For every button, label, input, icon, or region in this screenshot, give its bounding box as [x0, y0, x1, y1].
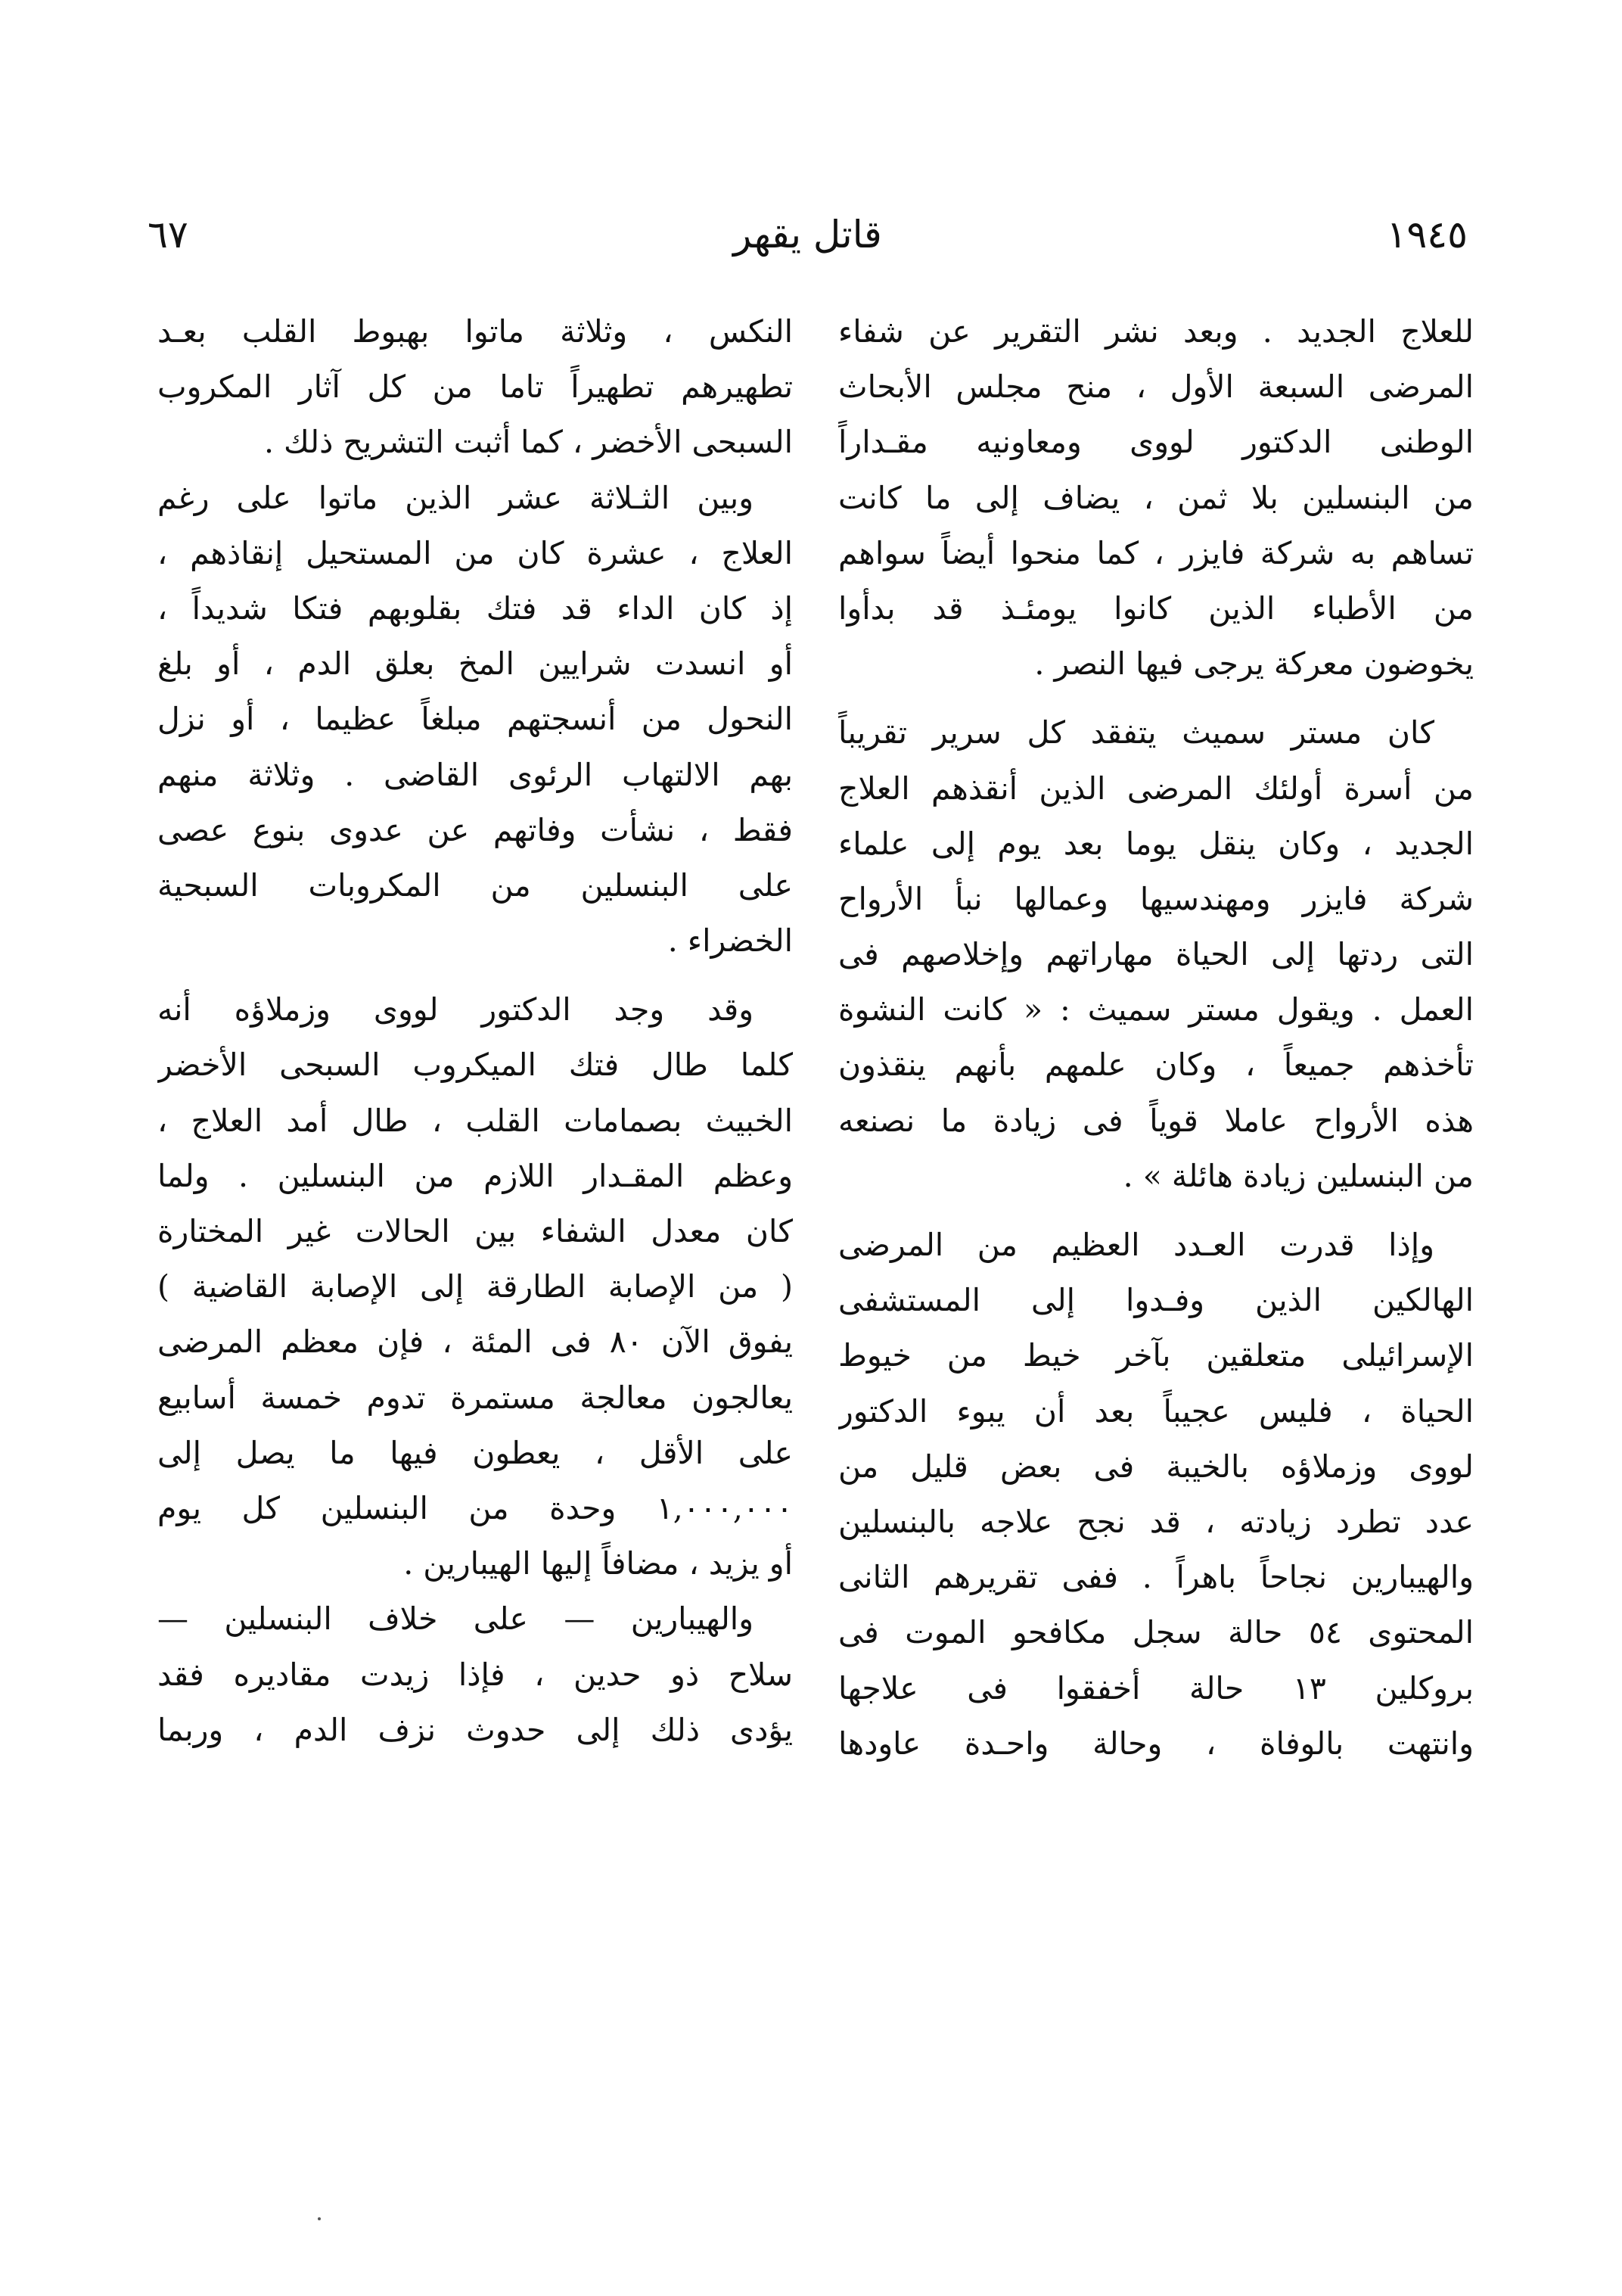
text-line: الجديد ، وكان ينقل يوما بعد يوم إلى علماء: [838, 825, 1474, 862]
paragraph-gap: [157, 969, 793, 982]
text-line: من البنسلين زيادة هائلة » .: [1123, 1157, 1474, 1194]
text-line: تساهم به شركة فايزر ، كما منحوا أيضاً سواهم: [838, 534, 1474, 571]
text-line: وقد وجد الدكتور لووى وزملاؤه أنه: [157, 991, 754, 1028]
text-line: تأخذهم جميعاً ، وكان علمهم بأنهم ينقذون: [838, 1047, 1474, 1084]
text-line: يعالجون معالجة مستمرة تدوم خمسة أسابيع: [157, 1379, 793, 1416]
page-number: ٦٧: [148, 213, 188, 257]
text-line: يخوضون معركة يرجى فيها النصر .: [1034, 646, 1474, 683]
text-line: من أسرة أولئك المرضى الذين أنقذهم العلاج: [838, 770, 1474, 807]
text-line: ( من الإصابة الطارقة إلى الإصابة القاضية ): [157, 1268, 793, 1305]
text-line: كان معدل الشفاء بين الحالات غير المختارة: [157, 1213, 793, 1249]
text-line: المحتوى ٥٤ حالة سجل مكافحو الموت فى: [838, 1614, 1474, 1651]
paragraph-gap: [838, 692, 1474, 705]
text-line: السبحى الأخضر ، كما أثبت التشريح ذلك .: [263, 424, 793, 461]
text-line: لووى وزملاؤه بالخيبة فى بعض قليل من: [838, 1448, 1474, 1485]
text-line: إذ كان الداء قد فتك بقلوبهم فتكا شديداً ،: [157, 590, 793, 627]
text-line: الخضراء .: [667, 922, 793, 960]
text-line: وانتهت بالوفاة ، وحالة واحـدة عاودها: [838, 1725, 1474, 1762]
text-line: المرضى السبعة الأول ، منح مجلس الأبحاث: [838, 369, 1474, 406]
text-line: وعظم المقـدار اللازم من البنسلين . ولما: [157, 1157, 793, 1194]
text-line: كان مستر سميث يتفقد كل سرير تقريباً: [838, 714, 1434, 751]
text-line: العلاج ، عشرة كان من المستحيل إنقاذهم ،: [157, 534, 793, 571]
text-line: الحياة ، فليس عجيباً بعد أن يبوء الدكتور: [838, 1392, 1474, 1430]
text-line: شركة فايزر ومهندسيها وعمالها نبأ الأرواح: [838, 880, 1474, 917]
year-heading: ١٩٤٥: [1386, 213, 1468, 257]
text-line: يفوق الآن ٨٠ فى المئة ، فإن معظم المرضى: [157, 1324, 793, 1361]
text-line: يؤدى ذلك إلى حدوث نزف الدم ، وربما: [157, 1711, 793, 1748]
text-line: هذه الأرواح عاملا قوياً فى زيادة ما نصنعه: [838, 1102, 1474, 1139]
text-line: والهيبارين نجاحاً باهراً . ففى تقريرهم الثانى: [838, 1559, 1474, 1596]
text-line: عدد تطرد زيادته ، قد نجح علاجه بالبنسلين: [838, 1503, 1474, 1540]
text-line: وبين الثـلاثة عشر الذين ماتوا على رغم: [157, 479, 754, 516]
text-line: العمل . ويقول مستر سميث : « كانت النشوة: [838, 991, 1474, 1028]
text-line: الوطنى الدكتور لووى ومعاونيه مقـداراً: [838, 424, 1474, 461]
text-line: أو انسدت شرايين المخ بعلق الدم ، أو بلغ: [157, 646, 793, 683]
text-line: أو يزيد ، مضافاً إليها الهيبارين .: [403, 1545, 793, 1582]
text-line: النحول من أنسجتهم مبلغاً عظيما ، أو نزل: [157, 701, 793, 738]
text-line: بهم الالتهاب الرئوى القاضى . وثلاثة منهم: [157, 756, 793, 793]
paragraph-gap: [838, 1204, 1474, 1218]
left-text-column: [157, 304, 793, 1758]
text-line: من الأطباء الذين كانوا يومئـذ قد بدأوا: [838, 590, 1474, 627]
page-header: [148, 204, 1468, 265]
text-line: الخبيث بصمامات القلب ، طال أمد العلاج ،: [157, 1102, 793, 1139]
ink-speck: [318, 2217, 321, 2220]
text-line: سلاح ذو حدين ، فإذا زيدت مقاديره فقد: [157, 1656, 793, 1693]
text-line: على البنسلين من المكروبات السبحية: [157, 866, 793, 904]
text-line: من البنسلين بلا ثمن ، يضاف إلى ما كانت: [838, 479, 1474, 516]
running-title: قاتل يقهر: [733, 213, 882, 257]
right-text-column: [838, 304, 1474, 1772]
text-line: وإذا قدرت العـدد العظيم من المرضى: [838, 1227, 1434, 1263]
text-line: تطهيرهم تطهيراً تاما من كل آثار المكروب: [157, 369, 793, 406]
text-line: ١,٠٠٠,٠٠٠ وحدة من البنسلين كل يوم: [157, 1489, 793, 1526]
text-line: والهيبارين — على خلاف البنسلين —: [157, 1601, 754, 1638]
text-line: فقط ، نشأت وفاتهم عن عدوى بنوع عصى: [157, 811, 793, 848]
text-line: التى ردتها إلى الحياة مهاراتهم وإخلاصهم فى: [838, 936, 1474, 973]
text-line: بروكلين ١٣ حالة أخفقوا فى علاجها: [838, 1669, 1474, 1706]
text-line: الهالكين الذين وفـدوا إلى المستشفى: [838, 1282, 1474, 1319]
text-line: الإسرائيلى متعلقين بآخر خيط من خيوط: [838, 1337, 1474, 1374]
text-line: على الأقل ، يعطون فيها ما يصل إلى: [157, 1434, 793, 1471]
text-line: كلما طال فتك الميكروب السبحى الأخضر: [157, 1047, 793, 1084]
text-line: للعلاج الجديد . وبعد نشر التقرير عن شفاء: [838, 313, 1474, 350]
text-line: النكس ، وثلاثة ماتوا بهبوط القلب بعـد: [157, 313, 793, 350]
